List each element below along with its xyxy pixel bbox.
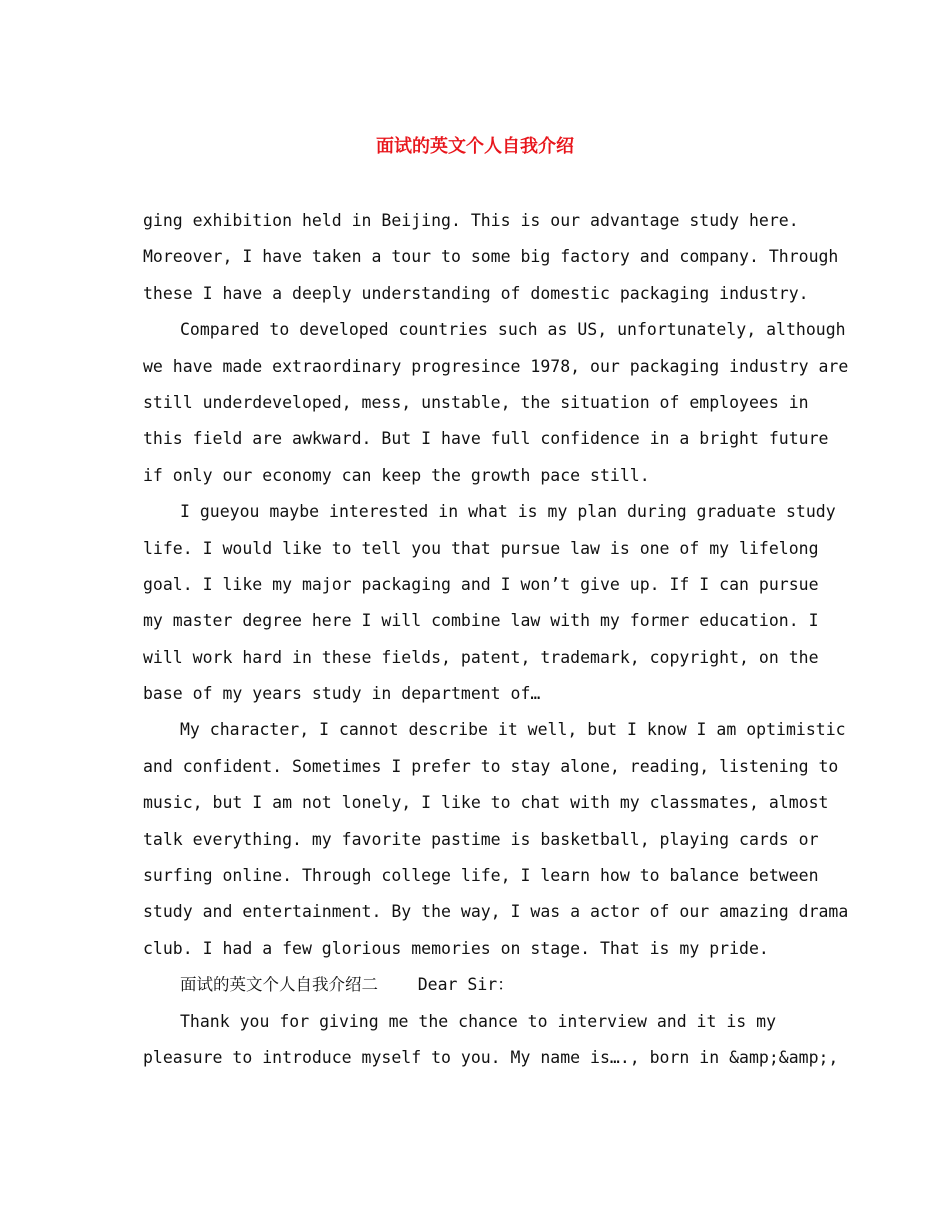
text-line: goal. I like my major packaging and I won’t give up. If I can pursue — [143, 574, 819, 594]
text-line: base of my years study in department of… — [143, 684, 541, 704]
document-body — [143, 203, 849, 1076]
text-line: we have made extraordinary progresince 1978, our packaging industry are — [143, 356, 849, 376]
text-line: study and entertainment. By the way, I was a actor of our amazing drama — [143, 902, 849, 922]
text-line: pleasure to introduce myself to you. My name is…., born in &amp;&amp;, — [143, 1047, 839, 1067]
text-line: Compared to developed countries such as US, unfortunately, although — [180, 320, 846, 340]
text-line: surfing online. Through college life, I learn how to balance between — [143, 866, 819, 886]
text-line: if only our economy can keep the growth pace still. — [143, 465, 650, 485]
text-line: and confident. Sometimes I prefer to stay alone, reading, listening to — [143, 756, 839, 776]
text-line: my master degree here I will combine law with my former education. I — [143, 611, 819, 631]
text-line: ging exhibition held in Beijing. This is our advantage study here. — [143, 211, 799, 230]
document-title: 面试的英文个人自我介绍 — [376, 136, 574, 157]
text-line: these I have a deeply understanding of domestic packaging industry. — [143, 283, 809, 303]
text-line: Thank you for giving me the chance to interview and it is my — [180, 1011, 777, 1031]
text-line: 面试的英文个人自我介绍二 Dear Sir： — [180, 975, 514, 995]
text-line: talk everything. my favorite pastime is basketball, playing cards or — [143, 829, 819, 849]
text-line: this field are awkward. But I have full confidence in a bright future — [143, 429, 829, 449]
text-line: club. I had a few glorious memories on stage. That is my pride. — [143, 938, 769, 958]
text-line: Moreover, I have taken a tour to some big factory and company. Through — [143, 247, 839, 267]
text-line: still underdeveloped, mess, unstable, the situation of employees in — [143, 392, 809, 412]
text-line: life. I would like to tell you that pursue law is one of my lifelong — [143, 538, 819, 558]
text-line: My character, I cannot describe it well, but I know I am optimistic — [180, 720, 846, 740]
text-line: will work hard in these fields, patent, trademark, copyright, on the — [143, 647, 819, 667]
text-line: I gueyou maybe interested in what is my plan during graduate study — [180, 502, 836, 522]
text-line: music, but I am not lonely, I like to chat with my classmates, almost — [143, 793, 829, 813]
